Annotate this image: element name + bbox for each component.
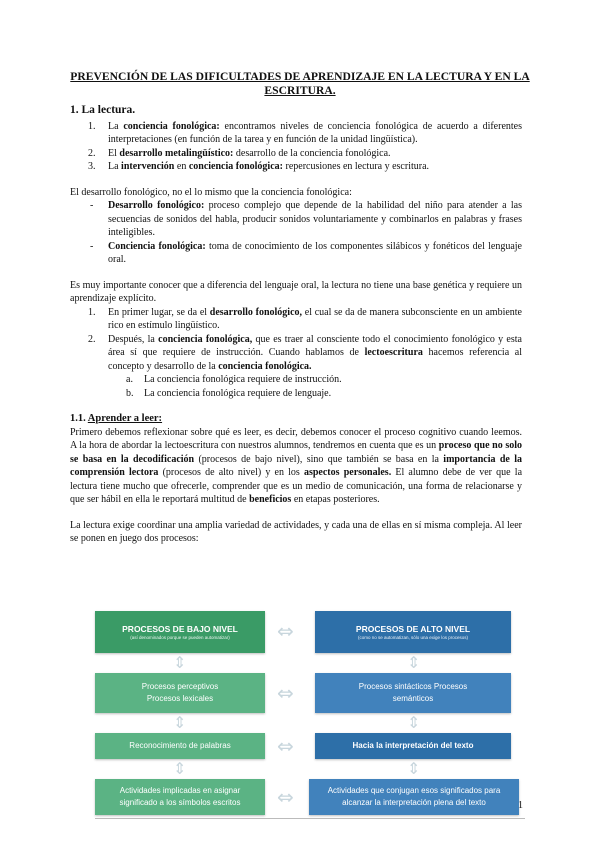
- paragraph: La lectura exige coordinar una amplia variedad de actividades, y cada una de ellas en sí misma compleja. Al leer se ponen en juego dos procesos:: [70, 519, 522, 544]
- double-arrow-icon: ⇔: [277, 681, 294, 705]
- symbol-meaning-box: Actividades implicadas en asignar significado a los símbolos escritos: [95, 779, 265, 815]
- perceptual-lexical-box: Procesos perceptivos Procesos lexicales: [95, 673, 265, 713]
- double-arrow-icon: ⇔: [277, 619, 294, 643]
- double-arrow-vertical-icon: ⇕: [173, 653, 187, 672]
- word-recognition-box: Reconocimiento de palabras: [95, 733, 265, 759]
- document-body: [70, 104, 522, 546]
- sub-list-item: a. La conciencia fonológica requiere de instrucción.: [126, 374, 342, 385]
- paragraph: El desarrollo fonológico, no el lo mismo que la conciencia fonológica:: [70, 186, 352, 198]
- list-item: 2. El desarrollo metalingüístico: desarrollo de la conciencia fonológica.: [88, 147, 391, 159]
- double-arrow-icon: ⇔: [277, 785, 294, 809]
- list-item: - Desarrollo fonológico: proceso complejo que depende de la habilidad del niño para atender a las secuencias de sonidos del habla, producir sonidos voluntariamente y combinarlos en palabras y frases inteligibles.: [90, 200, 523, 238]
- double-arrow-vertical-icon: ⇕: [173, 759, 187, 778]
- paragraph: Es muy importante conocer que a diferencia del lenguaje oral, la lectura no tiene una base genética y requiere un aprendizaje explícito.: [70, 279, 522, 304]
- sub-list-item: b. La conciencia fonológica requiere de lenguaje.: [126, 387, 332, 399]
- page-number: 1: [518, 800, 523, 811]
- double-arrow-vertical-icon: ⇕: [407, 653, 421, 672]
- section-heading-1-1: 1.1. Aprender a leer:: [70, 413, 163, 424]
- list-item: - Conciencia fonológica: toma de conocimiento de los componentes silábicos y fonéticos del lenguaje oral.: [90, 240, 522, 265]
- syntactic-semantic-box: Procesos sintácticos Procesos semánticos: [315, 673, 511, 713]
- double-arrow-vertical-icon: ⇕: [407, 713, 421, 732]
- double-arrow-vertical-icon: ⇕: [407, 759, 421, 778]
- section-heading-1: 1. La lectura.: [70, 104, 136, 116]
- paragraph: Primero debemos reflexionar sobre qué es leer, es decir, debemos conocer el proceso cognitivo cuando leemos. A la hora de abordar la lectoescritura con nuestros alumnos, tendremos en cuenta que es un proceso que no solo se basa en la decodificación (procesos de bajo nivel), sino que también se basa en la importancia de la comprensión lectora (procesos de alto nivel) y en los aspectos personales. El alumno debe de ver que la lectura tiene mucho que ofrecerle, comprender que es un medio de comunicación, una forma de relacionarse y que ser hábil en ella le reportará multitud de beneficios en etapas posteriores.: [70, 426, 523, 505]
- list-item: 1. La conciencia fonológica: encontramos niveles de conciencia fonológica de acuerdo a diferentes interpretaciones (en función de la tarea y en función de la unidad lingüística).: [88, 120, 522, 145]
- reading-processes-diagram: [95, 611, 525, 819]
- text-interpretation-box: Hacia la interpretación del texto: [315, 733, 511, 759]
- list-item: 2. Después, la conciencia fonológica, que es traer al consciente todo el conocimiento fonológico y esta área sí que requiere de instrucción. Cuando hablamos de lectoescritura hacemos referencia al concepto y desarrollo de la conciencia fonológica.: [88, 333, 522, 372]
- list-item: 3. La intervención en conciencia fonológica: repercusiones en lectura y escritura.: [88, 161, 430, 172]
- low-level-header-box: PROCESOS DE BAJO NIVEL (así denominados porque se pueden automatizar): [95, 611, 265, 653]
- footer-divider: [95, 818, 525, 819]
- high-level-header-box: PROCESOS DE ALTO NIVEL (como no se automatizan, sólo una exige los procesos): [315, 611, 511, 653]
- double-arrow-vertical-icon: ⇕: [173, 713, 187, 732]
- double-arrow-icon: ⇔: [277, 734, 294, 758]
- page-title: PREVENCIÓN DE LAS DIFICULTADES DE APRENDIZAJE EN LA LECTURA Y EN LA ESCRITURA.: [70, 70, 530, 97]
- full-interpretation-box: Actividades que conjugan esos significados para alcanzar la interpretación plena del texto: [309, 779, 519, 815]
- list-item: 1. En primer lugar, se da el desarrollo fonológico, el cual se da de manera subconsciente en un ambiente rico en estímulo lingüístico.: [88, 306, 522, 331]
